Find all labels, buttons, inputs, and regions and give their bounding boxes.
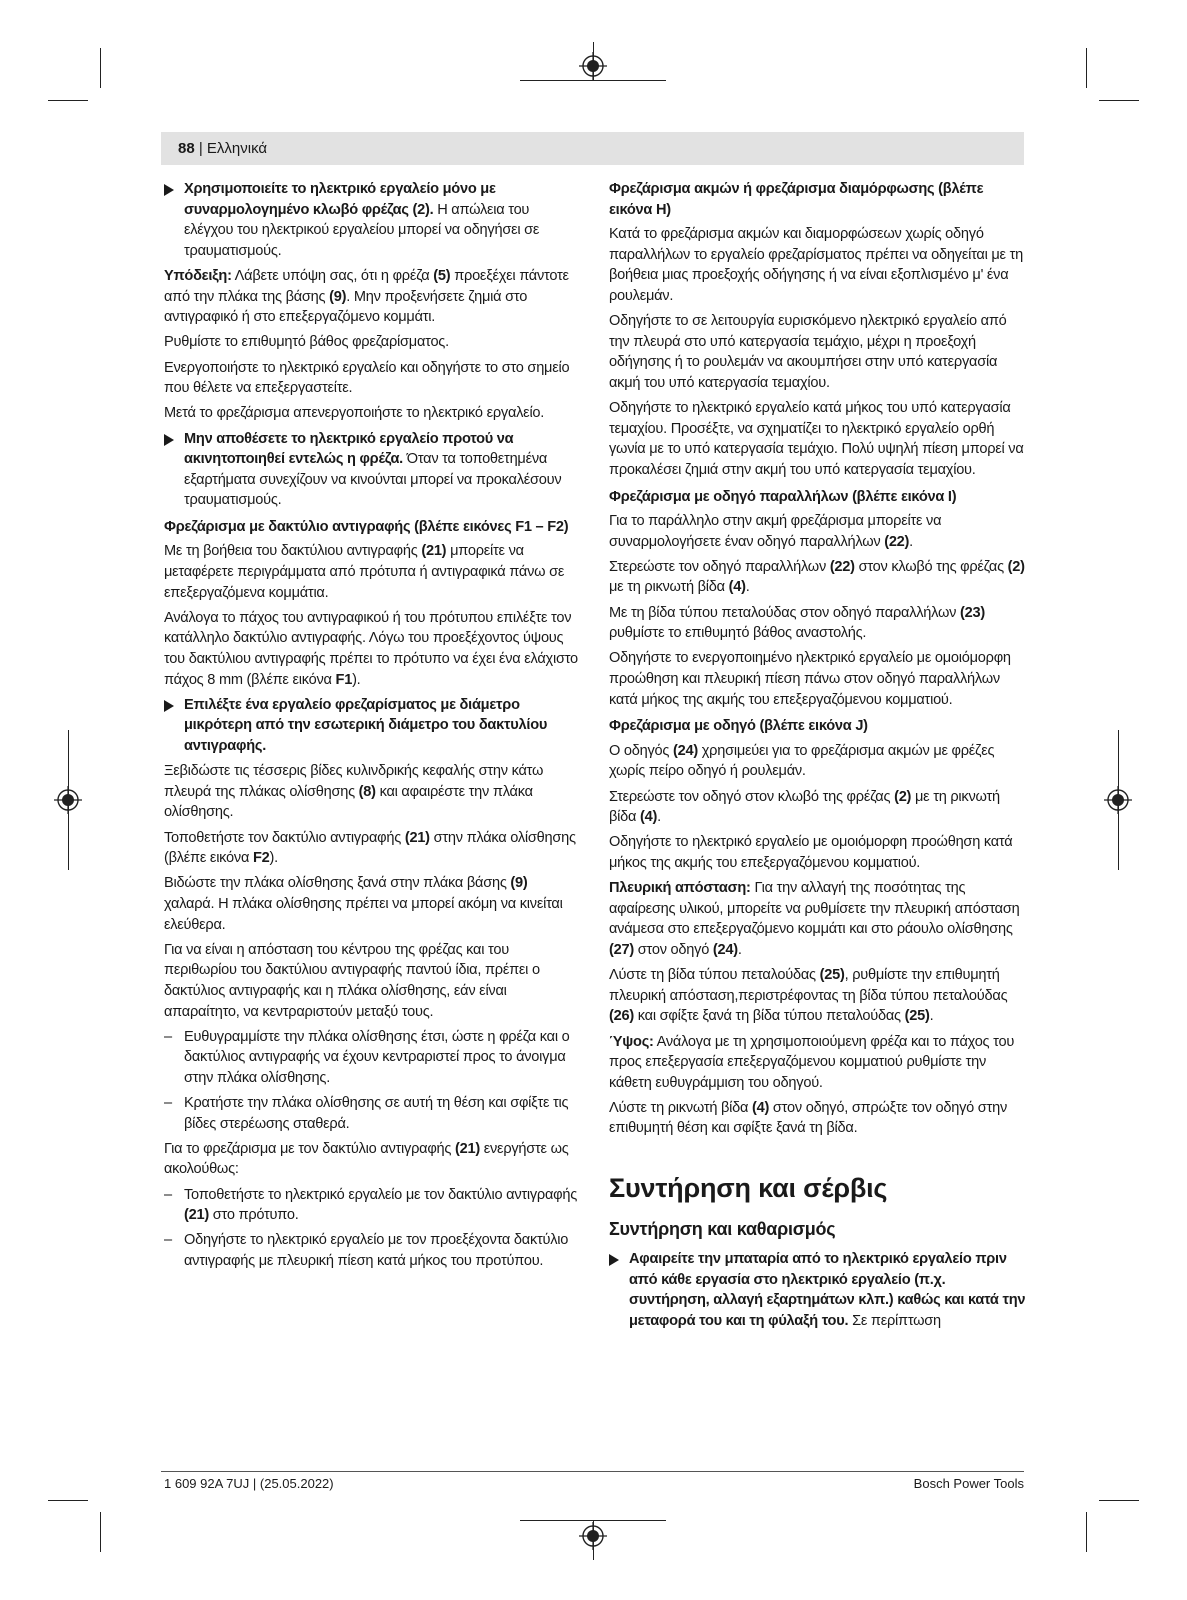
crop-mark	[1086, 1512, 1087, 1552]
part-ref: (23)	[959, 604, 985, 621]
footer-doc-id: 1 609 92A 7UJ | (25.05.2022)	[164, 1476, 334, 1491]
text-run: στον οδηγό	[633, 941, 713, 958]
text-run: Ανάλογα το πάχος του αντιγραφικού ή του πρότυπου επιλέξτε τον κατάλληλο δακτύλιο αντιγραφής. Λόγω του προεξέχοντος ύψους του δακτύλιου αντιγραφής πρέπει το πρότυπο να έχει ένα ελάχιστο πάχος 8 mm (βλέπε εικόνα	[164, 609, 578, 688]
text-run: ρυθμίστε το επιθυμητό βάθος αναστολής.	[609, 625, 867, 642]
footer-rule	[161, 1471, 1024, 1472]
crop-mark	[48, 1500, 88, 1501]
warning-item	[164, 179, 581, 261]
dash-bullet: –	[164, 1232, 172, 1249]
paragraph	[609, 511, 1026, 552]
text-run: Ο οδηγός	[609, 742, 674, 759]
part-ref: (5)	[433, 267, 451, 284]
text-run: .	[745, 579, 750, 596]
text-run: Τοποθετήστε τον δακτύλιο αντιγραφής	[164, 829, 405, 846]
part-ref: (21)	[455, 1140, 480, 1157]
paragraph: Οδηγήστε το ηλεκτρικό εργαλείο με ομοιόμορφη προώθηση κατά μήκος της ακμής του επεξεργαζόμενου κομματιού.	[609, 834, 1013, 871]
crop-mark	[1086, 48, 1087, 88]
text-run: Λάβετε υπόψη σας, ότι η φρέζα	[231, 267, 434, 284]
part-ref: (4)	[728, 579, 746, 596]
paragraph: Μετά το φρεζάρισμα απενεργοποιήστε το ηλεκτρικό εργαλείο.	[164, 405, 545, 422]
text-run: Λύστε τη βίδα τύπου πεταλούδας	[609, 967, 820, 984]
text-run: ενεργήστε ως ακολούθως:	[164, 1140, 569, 1178]
list-item-text: Ευθυγραμμίστε την πλάκα ολίσθησης έτσι, ώστε η φρέζα και ο δακτύλιος αντιγραφής να έχουν κεντραριστεί προς το άνοιγμα στην πλάκα ολίσθησης.	[184, 1028, 570, 1086]
dash-bullet: –	[164, 1186, 172, 1203]
text-run: . Μην προξενήσετε ζημιά στο αντιγραφικό ή στο επεξεργαζόμενο κομμάτι.	[164, 288, 528, 326]
dash-list-item	[164, 1230, 581, 1271]
text-run: προεξέχει πάντοτε από την πλάκα της βάσης	[164, 267, 569, 305]
part-ref: (9)	[329, 288, 347, 305]
warning-bold-text: Αφαιρείτε την μπαταρία από το ηλεκτρικό εργαλείο πριν από κάθε εργασία στο ηλεκτρικό εργαλείο (π.χ. συντήρηση, αλλαγή εξαρτημάτων κλπ.) καθώς και κατά την μεταφορά του και τη φύλαξή του.	[629, 1251, 1026, 1329]
paragraph: Οδηγήστε το σε λειτουργία ευρισκόμενο ηλεκτρικό εργαλείο από την πλευρά στο υπό κατεργασία τεμάχιο, μέχρι η προεξοχή οδήγησης ή το ρουλεμάν να ακουμπήσει στην υπό κατεργασία ακμή του υπό κατεργασία τεμαχίου.	[609, 313, 1007, 391]
part-ref: (25)	[904, 1008, 930, 1025]
section-heading: Φρεζάρισμα με οδηγό (βλέπε εικόνα J)	[609, 718, 868, 735]
text-run: .	[929, 1008, 934, 1025]
header-band	[161, 132, 1024, 165]
note-label: Υπόδειξη:	[164, 267, 232, 284]
paragraph: Για να είναι η απόσταση του κέντρου της φρέζας και του περιθωρίου του δακτύλιου αντιγραφής παντού ίδια, πρέπει ο δακτύλιος αντιγραφής και η πλάκα ολίσθησης, εάν είναι απαραίτητο, να κεντραριστούν μεταξύ τους.	[164, 941, 540, 1020]
paragraph	[609, 787, 1026, 828]
part-ref: (9)	[510, 875, 528, 892]
paragraph	[609, 603, 1026, 644]
warning-text: Η απώλεια του ελέγχου του ηλεκτρικού εργαλείου μπορεί να οδηγήσει σε τραυματισμούς.	[184, 201, 540, 259]
warning-bold-text: Επιλέξτε ένα εργαλείο φρεζαρίσματος με διάμετρο μικρότερη από την εσωτερική διάμετρο του δακτυλίου αντιγραφής.	[184, 696, 548, 754]
crop-mark	[100, 48, 101, 88]
subsection-title: Συντήρηση και καθαρισμός	[609, 1219, 836, 1240]
crop-mark	[1099, 100, 1139, 101]
list-item-text: στο πρότυπο.	[208, 1207, 299, 1224]
paragraph	[164, 541, 581, 603]
text-run: ).	[269, 850, 278, 867]
text-run: Για το παράλληλο στην ακμή φρεζάρισμα μπορείτε να συναρμολογήσετε έναν οδηγό παραλλήλων	[609, 513, 942, 550]
crop-mark	[520, 80, 666, 81]
text-run: Ξεβιδώστε τις τέσσερις βίδες κυλινδρικής κεφαλής στην κάτω πλευρά της πλάκας ολίσθησης	[164, 763, 544, 800]
figure-ref: F2	[252, 850, 270, 867]
text-run: Βιδώστε την πλάκα ολίσθησης ξανά στην πλάκα βάσης	[164, 875, 511, 892]
paragraph	[164, 1139, 581, 1180]
warning-triangle-icon	[164, 700, 174, 712]
text-run: Με τη βίδα τύπου πεταλούδας στον οδηγό παραλλήλων	[609, 604, 960, 621]
left-column	[164, 179, 581, 1276]
registration-mark-icon	[54, 786, 82, 814]
chapter-title: Συντήρηση και σέρβις	[609, 1173, 888, 1204]
term-label: Πλευρική απόσταση:	[609, 880, 751, 897]
warning-triangle-icon	[164, 434, 174, 446]
page-number: 88	[178, 140, 195, 157]
footer-brand: Bosch Power Tools	[913, 1476, 1024, 1491]
part-ref: (8)	[358, 783, 376, 800]
paragraph	[164, 761, 581, 823]
part-ref: (25)	[819, 967, 845, 984]
paragraph	[609, 878, 1026, 960]
crop-mark	[100, 1512, 101, 1552]
text-run: χρησιμεύει για το φρεζάρισμα ακμών με φρέζες χωρίς πείρο οδηγό ή ρουλεμάν.	[609, 742, 995, 780]
page-header	[178, 139, 267, 159]
text-run: .	[657, 809, 661, 826]
dash-list-item	[164, 1185, 581, 1226]
list-item-text: Οδηγήστε το ηλεκτρικό εργαλείο με τον προεξέχοντα δακτύλιο αντιγραφής με πλευρική πίεση κατά μήκος του προτύπου.	[184, 1232, 569, 1269]
section-heading: Φρεζάρισμα με οδηγό παραλλήλων (βλέπε εικόνα I)	[609, 488, 957, 505]
part-ref: (2)	[894, 788, 912, 805]
text-run: μπορείτε να μεταφέρετε περιγράμματα από πρότυπα ή αντιγραφικά πάνω σε επεξεργαζόμενα κομμάτια.	[164, 543, 565, 601]
text-run: Λύστε τη ρικνωτή βίδα	[609, 1099, 753, 1116]
list-item-text: Τοποθετήστε το ηλεκτρικό εργαλείο με τον δακτύλιο αντιγραφής	[184, 1186, 578, 1203]
crop-mark	[1099, 1500, 1139, 1501]
warning-text: Σε περίπτωση	[848, 1312, 941, 1329]
term-label: Ύψος:	[609, 1033, 654, 1050]
part-ref: (4)	[752, 1099, 770, 1116]
paragraph	[164, 873, 581, 935]
right-column	[609, 179, 1026, 1336]
text-run: Για την αλλαγή της ποσότητας της αφαίρεσης υλικού, μπορείτε να ρυθμίσετε την πλευρική απόσταση ανάμεσα στο επεξεργαζόμενο κομμάτι και στο ράουλο ολίσθησης	[609, 880, 1020, 938]
header-separator: |	[194, 140, 207, 157]
crop-mark	[520, 1520, 666, 1521]
part-ref: (26)	[609, 1008, 634, 1025]
part-ref: (21)	[421, 543, 447, 560]
part-ref: (22)	[884, 533, 910, 550]
paragraph: Κατά το φρεζάρισμα ακμών και διαμορφώσεων χωρίς οδηγό παραλλήλων το εργαλείο φρεζαρίσματος πρέπει να οδηγείται με τη βοήθεια μιας προεξοχής οδήγησης ή να είναι εξοπλισμένο μ' ένα ρουλεμάν.	[609, 226, 1023, 304]
text-run: στον κλωβό της φρέζας	[854, 558, 1008, 575]
text-run: με τη ρικνωτή βίδα	[609, 579, 729, 596]
text-run: και αφαιρέστε την πλάκα ολίσθησης.	[164, 783, 533, 821]
part-ref: (22)	[829, 558, 855, 575]
warning-item	[164, 695, 581, 757]
warning-triangle-icon	[609, 1254, 619, 1266]
paragraph: Οδηγήστε το ενεργοποιημένο ηλεκτρικό εργαλείο με ομοιόμορφη προώθηση και πλευρική πίεση πάνω στον οδηγό παραλλήλων κατά μήκος της ακμής του επεξεργαζόμενου κομματιού.	[609, 650, 1011, 708]
list-item-text: Κρατήστε την πλάκα ολίσθησης σε αυτή τη θέση και σφίξτε τις βίδες στερέωσης σταθερά.	[184, 1095, 569, 1132]
header-language: Ελληνικά	[206, 140, 268, 157]
paragraph	[164, 266, 581, 328]
paragraph	[609, 557, 1026, 598]
crop-mark	[48, 100, 88, 101]
text-run: Ανάλογα με τη χρησιμοποιούμενη φρέζα και το πάχος του προς επεξεργασία επεξεργαζόμενου κομματιού ρυθμίστε την κάθετη ευθυγράμμιση του οδηγού.	[609, 1033, 1015, 1091]
paragraph	[609, 741, 1026, 782]
warning-triangle-icon	[164, 184, 174, 196]
text-run: ).	[352, 671, 361, 688]
paragraph	[609, 1098, 1026, 1139]
dash-list-item	[164, 1093, 581, 1134]
registration-mark-icon	[579, 52, 607, 80]
section-heading: Φρεζάρισμα με δακτύλιο αντιγραφής (βλέπε εικόνες F1 – F2)	[164, 518, 569, 535]
dash-bullet: –	[164, 1095, 172, 1112]
paragraph	[609, 1032, 1026, 1094]
text-run: Στερεώστε τον οδηγό παραλλήλων	[609, 558, 830, 575]
text-run: Στερεώστε τον οδηγό στον κλωβό της φρέζας	[609, 788, 895, 805]
text-run: στην πλάκα ολίσθησης (βλέπε εικόνα	[164, 829, 576, 867]
warning-item	[609, 1249, 1026, 1331]
text-run: με τη ρικνωτή βίδα	[609, 788, 1000, 826]
paragraph	[164, 828, 581, 869]
text-run: και σφίξτε ξανά τη βίδα τύπου πεταλούδας	[633, 1008, 905, 1025]
part-ref: (2)	[1007, 558, 1025, 575]
text-run: Για το φρεζάρισμα με τον δακτύλιο αντιγραφής	[164, 1140, 455, 1157]
part-ref: (21)	[404, 829, 430, 846]
text-run: στον οδηγό, σπρώξτε τον οδηγό στην επιθυμητή θέση και σφίξτε ξανά τη βίδα.	[609, 1099, 1007, 1137]
text-run: .	[909, 533, 913, 550]
dash-bullet: –	[164, 1028, 172, 1045]
warning-text: Όταν τα τοποθετημένα εξαρτήματα συνεχίζουν να κινούνται μπορεί να προκαλέσουν τραυματισμούς.	[184, 451, 562, 509]
registration-mark-icon	[579, 1522, 607, 1550]
section-heading: Φρεζάρισμα ακμών ή φρεζάρισμα διαμόρφωσης (βλέπε εικόνα H)	[609, 181, 984, 218]
figure-ref: F1	[335, 671, 353, 688]
part-ref: (21)	[184, 1207, 209, 1224]
registration-mark-icon	[1104, 786, 1132, 814]
paragraph: Ενεργοποιήστε το ηλεκτρικό εργαλείο και οδηγήστε το στο σημείο που θέλετε να επεξεργαστείτε.	[164, 359, 570, 397]
dash-list-item	[164, 1027, 581, 1089]
part-ref: (24)	[712, 941, 738, 958]
paragraph	[164, 608, 581, 690]
part-ref: (24)	[673, 742, 698, 759]
part-ref: (4)	[640, 809, 658, 826]
paragraph	[609, 965, 1026, 1027]
warning-bold-text: Μην αποθέσετε το ηλεκτρικό εργαλείο προτού να ακινητοποιηθεί εντελώς η φρέζα.	[184, 430, 514, 468]
warning-bold-text: Χρησιμοποιείτε το ηλεκτρικό εργαλείο μόνο με συναρμολογημένο κλωβό φρέζας (2).	[184, 181, 496, 218]
part-ref: (27)	[609, 941, 634, 958]
text-run: Με τη βοήθεια του δακτύλιου αντιγραφής	[164, 543, 422, 560]
text-run: .	[737, 941, 742, 958]
text-run: , ρυθμίστε την επιθυμητή πλευρική απόσταση,περιστρέφοντας τη βίδα τύπου πεταλούδας	[609, 967, 1008, 1004]
warning-item	[164, 429, 581, 511]
paragraph: Ρυθμίστε το επιθυμητό βάθος φρεζαρίσματος.	[164, 334, 449, 351]
paragraph: Οδηγήστε το ηλεκτρικό εργαλείο κατά μήκος του υπό κατεργασία τεμαχίου. Προσέξτε, να σχηματίζει το ηλεκτρικό εργαλείο ορθή γωνία με το υπό κατεργασία τεμάχιο. Πολύ υψηλή πίεση μπορεί να προκαλέσει ζημιά στην ακμή του υπό κατεργασία τεμαχίου.	[609, 400, 1024, 478]
text-run: χαλαρά. Η πλάκα ολίσθησης πρέπει να μπορεί ακόμη να κινείται ελεύθερα.	[164, 895, 563, 933]
